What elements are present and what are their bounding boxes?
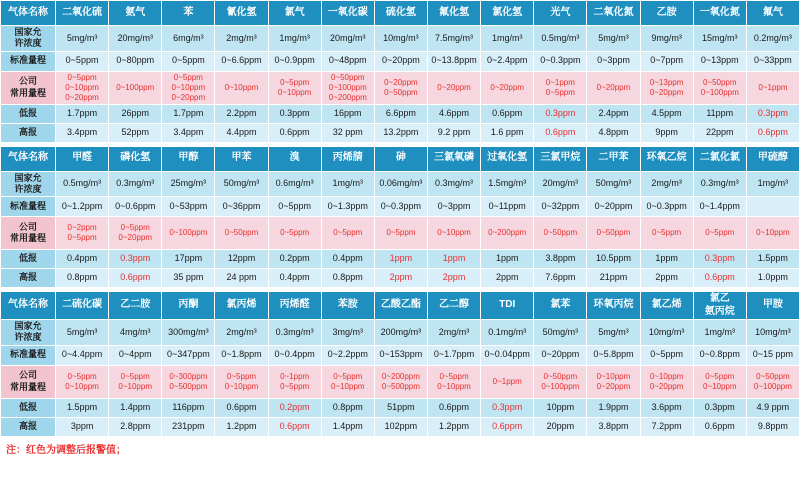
gas-name-cell: 二氯化氯 bbox=[693, 146, 746, 171]
national-limit-cell: 1.5mg/m³ bbox=[481, 171, 534, 197]
table-header-row bbox=[1, 292, 800, 320]
national-limit-cell: 20mg/m³ bbox=[109, 26, 162, 52]
gas-name-cell: 硫化氢 bbox=[374, 1, 427, 26]
standard-range-cell: 0~5ppm bbox=[640, 345, 693, 365]
standard-range-cell: 0~20ppm bbox=[534, 345, 587, 365]
company-range-cell: 0~20ppm 0~50ppm bbox=[374, 71, 427, 104]
standard-range-cell: 0~36ppm bbox=[215, 197, 268, 217]
national-limit-cell: 200mg/m³ bbox=[374, 320, 427, 346]
low-alarm-cell: 10ppm bbox=[534, 398, 587, 417]
high-alarm-cell: 13.2ppm bbox=[374, 123, 427, 142]
standard-range-cell: 0~48ppm bbox=[321, 51, 374, 71]
low-alarm-cell: 0.3ppm bbox=[534, 104, 587, 123]
national-limit-cell: 0.3mg/m³ bbox=[693, 171, 746, 197]
national-limit-cell: 2mg/m³ bbox=[215, 320, 268, 346]
high-alarm-cell: 0.6ppm bbox=[268, 417, 321, 436]
row-label-high-alarm: 高报 bbox=[1, 269, 56, 288]
high-alarm-cell: 7.2ppm bbox=[640, 417, 693, 436]
high-alarm-cell: 0.8ppm bbox=[56, 269, 109, 288]
national-limit-cell: 1mg/m³ bbox=[321, 171, 374, 197]
company-range-cell: 0~1ppm 0~5ppm bbox=[534, 71, 587, 104]
gas-name-cell: 过氧化氢 bbox=[481, 146, 534, 171]
company-range-cell: 0~50ppm 0~100ppm 0~200ppm bbox=[321, 71, 374, 104]
national-limit-cell: 10mg/m³ bbox=[640, 320, 693, 346]
high-alarm-cell: 20ppm bbox=[534, 417, 587, 436]
company-range-cell: 0~50ppm 0~100ppm bbox=[693, 71, 746, 104]
low-alarm-cell: 0.2ppm bbox=[268, 398, 321, 417]
national-limit-cell: 1mg/m³ bbox=[268, 26, 321, 52]
company-range-cell: 0~1ppm bbox=[746, 71, 799, 104]
high-alarm-cell: 0.6ppm bbox=[268, 123, 321, 142]
gas-name-cell: 光气 bbox=[534, 1, 587, 26]
national-limit-cell: 0.3mg/m³ bbox=[427, 171, 480, 197]
standard-range-cell: 0~80ppm bbox=[109, 51, 162, 71]
national-limit-cell: 25mg/m³ bbox=[162, 171, 215, 197]
national-limit-cell: 0.2mg/m³ bbox=[746, 26, 799, 52]
low-alarm-cell: 2.4ppm bbox=[587, 104, 640, 123]
company-range-cell: 0~2ppm 0~5ppm bbox=[56, 217, 109, 250]
low-alarm-cell: 6.6ppm bbox=[374, 104, 427, 123]
row-label-low-alarm: 低报 bbox=[1, 398, 56, 417]
gas-name-cell: 氟化氢 bbox=[427, 1, 480, 26]
national-limit-cell: 0.06mg/m³ bbox=[374, 171, 427, 197]
company-range-cell: 0~100ppm bbox=[109, 71, 162, 104]
company-range-cell: 0~200ppm bbox=[481, 217, 534, 250]
high-alarm-cell: 1.6 ppm bbox=[481, 123, 534, 142]
high-alarm-cell: 35 ppm bbox=[162, 269, 215, 288]
national-limit-cell: 50mg/m³ bbox=[587, 171, 640, 197]
row-label-national-limit: 国家允 许浓度 bbox=[1, 26, 56, 52]
national-limit-cell: 2mg/m³ bbox=[640, 171, 693, 197]
national-limit-cell: 10mg/m³ bbox=[746, 320, 799, 346]
table-header-row bbox=[1, 146, 800, 171]
low-alarm-cell: 26ppm bbox=[109, 104, 162, 123]
high-alarm-cell: 2ppm bbox=[374, 269, 427, 288]
standard-range-cell: 0~0.3ppm bbox=[534, 51, 587, 71]
high-alarm-cell: 0.6ppm bbox=[746, 123, 799, 142]
high-alarm-cell: 0.6ppm bbox=[693, 269, 746, 288]
company-range-cell: 0~20ppm bbox=[481, 71, 534, 104]
high-alarm-cell: 32 ppm bbox=[321, 123, 374, 142]
standard-range-cell: 0~0.4ppm bbox=[268, 345, 321, 365]
gas-name-cell: 砷 bbox=[374, 146, 427, 171]
standard-range-cell: 0~347ppm bbox=[162, 345, 215, 365]
national-limit-cell: 0.3mg/m³ bbox=[109, 171, 162, 197]
gas-name-cell: 丙烯醛 bbox=[268, 292, 321, 320]
national-limit-cell: 5mg/m³ bbox=[587, 26, 640, 52]
gas-name-cell: 氯乙 氨丙烷 bbox=[693, 292, 746, 320]
low-alarm-cell: 2.2ppm bbox=[215, 104, 268, 123]
company-range-cell: 0~5ppm 0~10ppm 0~20ppm bbox=[56, 71, 109, 104]
standard-range-cell: 0~20ppm bbox=[374, 51, 427, 71]
gas-name-cell: 环氧乙烷 bbox=[640, 146, 693, 171]
gas-name-cell: 乙二胺 bbox=[109, 292, 162, 320]
row-label-low-alarm: 低报 bbox=[1, 250, 56, 269]
national-limit-cell: 50mg/m³ bbox=[215, 171, 268, 197]
low-alarm-cell: 1.7ppm bbox=[162, 104, 215, 123]
national-limit-row bbox=[1, 171, 800, 197]
low-alarm-cell: 0.8ppm bbox=[321, 398, 374, 417]
company-range-cell: 0~5ppm bbox=[374, 217, 427, 250]
national-limit-row bbox=[1, 320, 800, 346]
high-alarm-cell: 1.2ppm bbox=[427, 417, 480, 436]
standard-range-cell: 0~4ppm bbox=[109, 345, 162, 365]
gas-name-cell: 溴 bbox=[268, 146, 321, 171]
low-alarm-row bbox=[1, 104, 800, 123]
low-alarm-cell: 0.6ppm bbox=[215, 398, 268, 417]
low-alarm-cell: 1.7ppm bbox=[56, 104, 109, 123]
national-limit-cell: 7.5mg/m³ bbox=[427, 26, 480, 52]
gas-name-cell: 氰化氢 bbox=[215, 1, 268, 26]
standard-range-cell: 0~153ppm bbox=[374, 345, 427, 365]
row-label-standard-range: 标准量程 bbox=[1, 197, 56, 217]
company-range-cell: 0~5ppm bbox=[321, 217, 374, 250]
row-label-gas-name: 气体名称 bbox=[1, 292, 56, 320]
standard-range-cell bbox=[746, 197, 799, 217]
high-alarm-cell: 22ppm bbox=[693, 123, 746, 142]
low-alarm-cell: 51ppm bbox=[374, 398, 427, 417]
high-alarm-row bbox=[1, 269, 800, 288]
national-limit-cell: 1mg/m³ bbox=[693, 320, 746, 346]
row-label-company-range: 公司 常用量程 bbox=[1, 365, 56, 398]
low-alarm-cell: 1.5ppm bbox=[56, 398, 109, 417]
low-alarm-cell: 116ppm bbox=[162, 398, 215, 417]
standard-range-cell: 0~5ppm bbox=[268, 197, 321, 217]
high-alarm-row bbox=[1, 123, 800, 142]
high-alarm-cell: 0.4ppm bbox=[268, 269, 321, 288]
national-limit-cell: 15mg/m³ bbox=[693, 26, 746, 52]
company-range-cell: 0~5ppm 0~10ppm bbox=[109, 365, 162, 398]
standard-range-cell: 0~3ppm bbox=[427, 197, 480, 217]
high-alarm-cell: 1.2ppm bbox=[215, 417, 268, 436]
national-limit-cell: 0.5mg/m³ bbox=[56, 171, 109, 197]
high-alarm-cell: 0.6ppm bbox=[481, 417, 534, 436]
national-limit-cell: 6mg/m³ bbox=[162, 26, 215, 52]
gas-name-cell: 一氧化氮 bbox=[693, 1, 746, 26]
high-alarm-cell: 231ppm bbox=[162, 417, 215, 436]
national-limit-cell: 9mg/m³ bbox=[640, 26, 693, 52]
low-alarm-cell: 1ppm bbox=[481, 250, 534, 269]
standard-range-cell: 0~5.8ppm bbox=[587, 345, 640, 365]
company-range-cell: 0~5ppm 0~10ppm 0~20ppm bbox=[162, 71, 215, 104]
standard-range-cell: 0~7ppm bbox=[640, 51, 693, 71]
company-range-cell: 0~300ppm 0~500ppm bbox=[162, 365, 215, 398]
standard-range-row bbox=[1, 197, 800, 217]
gas-name-cell: 甲胺 bbox=[746, 292, 799, 320]
low-alarm-cell: 16ppm bbox=[321, 104, 374, 123]
low-alarm-cell: 10.5ppm bbox=[587, 250, 640, 269]
gas-name-cell: 二氧化硫 bbox=[56, 1, 109, 26]
low-alarm-cell: 0.6ppm bbox=[427, 398, 480, 417]
company-range-cell: 0~1ppm bbox=[481, 365, 534, 398]
standard-range-cell: 0~5ppm bbox=[56, 51, 109, 71]
national-limit-cell: 0.5mg/m³ bbox=[534, 26, 587, 52]
standard-range-cell: 0~15 ppm bbox=[746, 345, 799, 365]
company-range-cell: 0~5ppm 0~10ppm bbox=[321, 365, 374, 398]
company-range-cell: 0~5ppm 0~10ppm bbox=[268, 71, 321, 104]
standard-range-cell: 0~6.6ppm bbox=[215, 51, 268, 71]
standard-range-cell: 0~53ppm bbox=[162, 197, 215, 217]
high-alarm-cell: 9.8ppm bbox=[746, 417, 799, 436]
gas-name-cell: 氯气 bbox=[268, 1, 321, 26]
low-alarm-cell: 4.6ppm bbox=[427, 104, 480, 123]
low-alarm-cell: 0.3ppm bbox=[481, 398, 534, 417]
high-alarm-cell: 102ppm bbox=[374, 417, 427, 436]
company-range-row bbox=[1, 217, 800, 250]
low-alarm-cell: 1.4ppm bbox=[109, 398, 162, 417]
national-limit-cell: 10mg/m³ bbox=[374, 26, 427, 52]
gas-name-cell: 氯乙烯 bbox=[640, 292, 693, 320]
row-label-company-range: 公司 常用量程 bbox=[1, 71, 56, 104]
low-alarm-cell: 0.3ppm bbox=[268, 104, 321, 123]
standard-range-cell: 0~1.8ppm bbox=[215, 345, 268, 365]
high-alarm-cell: 3ppm bbox=[56, 417, 109, 436]
gas-name-cell: 氟气 bbox=[746, 1, 799, 26]
row-label-standard-range: 标准量程 bbox=[1, 345, 56, 365]
standard-range-cell: 0~33ppm bbox=[746, 51, 799, 71]
standard-range-cell: 0~1.2ppm bbox=[56, 197, 109, 217]
gas-name-cell: 丙酮 bbox=[162, 292, 215, 320]
high-alarm-cell: 4.4ppm bbox=[215, 123, 268, 142]
standard-range-cell: 0~3ppm bbox=[587, 51, 640, 71]
gas-name-cell: 乙胺 bbox=[640, 1, 693, 26]
national-limit-cell: 5mg/m³ bbox=[56, 320, 109, 346]
national-limit-cell: 300mg/m³ bbox=[162, 320, 215, 346]
low-alarm-cell: 0.4ppm bbox=[321, 250, 374, 269]
standard-range-cell: 0~0.04ppm bbox=[481, 345, 534, 365]
low-alarm-cell: 4.5ppm bbox=[640, 104, 693, 123]
gas-name-cell: 甲醇 bbox=[162, 146, 215, 171]
standard-range-cell: 0~2.2ppm bbox=[321, 345, 374, 365]
high-alarm-cell: 2ppm bbox=[481, 269, 534, 288]
company-range-cell: 0~50ppm 0~100ppm bbox=[534, 365, 587, 398]
gas-name-cell: 磷化氢 bbox=[109, 146, 162, 171]
gas-name-cell: TDI bbox=[481, 292, 534, 320]
company-range-cell: 0~5ppm 0~10ppm bbox=[56, 365, 109, 398]
company-range-cell: 0~50ppm bbox=[587, 217, 640, 250]
gas-name-cell: 氯丙烯 bbox=[215, 292, 268, 320]
standard-range-cell: 0~13.8ppm bbox=[427, 51, 480, 71]
gas-name-cell: 甲苯 bbox=[215, 146, 268, 171]
high-alarm-cell: 24 ppm bbox=[215, 269, 268, 288]
low-alarm-row bbox=[1, 250, 800, 269]
company-range-cell: 0~5ppm 0~10ppm bbox=[215, 365, 268, 398]
high-alarm-cell: 0.6ppm bbox=[693, 417, 746, 436]
gas-name-cell: 二甲苯 bbox=[587, 146, 640, 171]
high-alarm-cell: 4.8ppm bbox=[587, 123, 640, 142]
low-alarm-cell: 3.6ppm bbox=[640, 398, 693, 417]
gas-name-cell: 氯化氢 bbox=[481, 1, 534, 26]
standard-range-row bbox=[1, 345, 800, 365]
low-alarm-cell: 17ppm bbox=[162, 250, 215, 269]
high-alarm-row bbox=[1, 417, 800, 436]
footnote bbox=[0, 437, 800, 456]
company-range-cell: 0~50ppm 0~100ppm bbox=[746, 365, 799, 398]
high-alarm-cell: 9.2 ppm bbox=[427, 123, 480, 142]
gas-name-cell: 氯苯 bbox=[534, 292, 587, 320]
company-range-cell: 0~10ppm 0~20ppm bbox=[587, 365, 640, 398]
high-alarm-cell: 2ppm bbox=[427, 269, 480, 288]
low-alarm-cell: 0.4ppm bbox=[56, 250, 109, 269]
low-alarm-cell: 0.3ppm bbox=[746, 104, 799, 123]
national-limit-cell: 0.3mg/m³ bbox=[268, 320, 321, 346]
high-alarm-cell: 1.0ppm bbox=[746, 269, 799, 288]
standard-range-cell: 0~32ppm bbox=[534, 197, 587, 217]
high-alarm-cell: 0.6ppm bbox=[109, 269, 162, 288]
national-limit-cell: 1mg/m³ bbox=[746, 171, 799, 197]
national-limit-cell: 20mg/m³ bbox=[534, 171, 587, 197]
low-alarm-cell: 11ppm bbox=[693, 104, 746, 123]
low-alarm-cell: 1ppm bbox=[640, 250, 693, 269]
standard-range-cell: 0~20ppm bbox=[587, 197, 640, 217]
standard-range-cell: 0~0.3ppm bbox=[640, 197, 693, 217]
low-alarm-cell: 0.3ppm bbox=[109, 250, 162, 269]
high-alarm-cell: 0.6ppm bbox=[534, 123, 587, 142]
company-range-cell: 0~13ppm 0~20ppm bbox=[640, 71, 693, 104]
standard-range-cell: 0~5ppm bbox=[162, 51, 215, 71]
national-limit-cell: 20mg/m³ bbox=[321, 26, 374, 52]
company-range-cell: 0~5ppm 0~10ppm bbox=[427, 365, 480, 398]
gas-name-cell: 二氧化氮 bbox=[587, 1, 640, 26]
national-limit-cell: 0.6mg/m³ bbox=[268, 171, 321, 197]
high-alarm-cell: 2.8ppm bbox=[109, 417, 162, 436]
low-alarm-cell: 1ppm bbox=[374, 250, 427, 269]
high-alarm-cell: 3.4ppm bbox=[56, 123, 109, 142]
national-limit-cell: 0.1mg/m³ bbox=[481, 320, 534, 346]
low-alarm-cell: 4.9 ppm bbox=[746, 398, 799, 417]
national-limit-cell: 2mg/m³ bbox=[427, 320, 480, 346]
low-alarm-cell: 1ppm bbox=[427, 250, 480, 269]
row-label-low-alarm: 低报 bbox=[1, 104, 56, 123]
high-alarm-cell: 9ppm bbox=[640, 123, 693, 142]
high-alarm-cell: 1.4ppm bbox=[321, 417, 374, 436]
national-limit-cell: 4mg/m³ bbox=[109, 320, 162, 346]
standard-range-cell: 0~13ppm bbox=[693, 51, 746, 71]
gas-name-cell: 甲醛 bbox=[56, 146, 109, 171]
low-alarm-row bbox=[1, 398, 800, 417]
national-limit-cell: 1mg/m³ bbox=[481, 26, 534, 52]
company-range-row bbox=[1, 71, 800, 104]
standard-range-row bbox=[1, 51, 800, 71]
national-limit-cell: 2mg/m³ bbox=[215, 26, 268, 52]
standard-range-cell: 0~0.8ppm bbox=[693, 345, 746, 365]
row-label-gas-name: 气体名称 bbox=[1, 146, 56, 171]
company-range-cell: 0~5ppm 0~20ppm bbox=[109, 217, 162, 250]
row-label-high-alarm: 高报 bbox=[1, 123, 56, 142]
standard-range-cell: 0~0.9ppm bbox=[268, 51, 321, 71]
national-limit-cell: 50mg/m³ bbox=[534, 320, 587, 346]
company-range-cell: 0~50ppm bbox=[215, 217, 268, 250]
high-alarm-cell: 0.8ppm bbox=[321, 269, 374, 288]
company-range-cell: 0~10ppm bbox=[215, 71, 268, 104]
footnote-text: 注：红色为调整后报警值； bbox=[6, 444, 126, 456]
low-alarm-cell: 1.5ppm bbox=[746, 250, 799, 269]
company-range-cell: 0~20ppm bbox=[427, 71, 480, 104]
gas-name-cell: 环氧丙烷 bbox=[587, 292, 640, 320]
company-range-cell: 0~1ppm 0~5ppm bbox=[268, 365, 321, 398]
gas-name-cell: 丙烯腈 bbox=[321, 146, 374, 171]
high-alarm-cell: 21ppm bbox=[587, 269, 640, 288]
high-alarm-cell: 3.8ppm bbox=[587, 417, 640, 436]
company-range-cell: 0~5ppm 0~10ppm bbox=[693, 365, 746, 398]
gas-name-cell: 氨气 bbox=[109, 1, 162, 26]
company-range-cell: 0~20ppm bbox=[587, 71, 640, 104]
low-alarm-cell: 1.9ppm bbox=[587, 398, 640, 417]
high-alarm-cell: 7.6ppm bbox=[534, 269, 587, 288]
high-alarm-cell: 52ppm bbox=[109, 123, 162, 142]
national-limit-cell: 3mg/m³ bbox=[321, 320, 374, 346]
company-range-cell: 0~5ppm bbox=[640, 217, 693, 250]
high-alarm-cell: 3.4ppm bbox=[162, 123, 215, 142]
standard-range-cell: 0~1.4ppm bbox=[693, 197, 746, 217]
row-label-gas-name: 气体名称 bbox=[1, 1, 56, 26]
low-alarm-cell: 0.2ppm bbox=[268, 250, 321, 269]
company-range-cell: 0~5ppm bbox=[693, 217, 746, 250]
gas-name-cell: 乙二醇 bbox=[427, 292, 480, 320]
standard-range-cell: 0~4.4ppm bbox=[56, 345, 109, 365]
low-alarm-cell: 12ppm bbox=[215, 250, 268, 269]
national-limit-cell: 5mg/m³ bbox=[587, 320, 640, 346]
high-alarm-cell: 2ppm bbox=[640, 269, 693, 288]
row-label-standard-range: 标准量程 bbox=[1, 51, 56, 71]
row-label-high-alarm: 高报 bbox=[1, 417, 56, 436]
low-alarm-cell: 0.6ppm bbox=[481, 104, 534, 123]
standard-range-cell: 0~0.6ppm bbox=[109, 197, 162, 217]
company-range-cell: 0~10ppm 0~20ppm bbox=[640, 365, 693, 398]
company-range-cell: 0~10ppm bbox=[746, 217, 799, 250]
gas-name-cell: 苯 bbox=[162, 1, 215, 26]
row-label-company-range: 公司 常用量程 bbox=[1, 217, 56, 250]
company-range-cell: 0~50ppm bbox=[534, 217, 587, 250]
national-limit-row bbox=[1, 26, 800, 52]
row-label-national-limit: 国家允 许浓度 bbox=[1, 320, 56, 346]
table-header-row bbox=[1, 1, 800, 26]
standard-range-cell: 0~1.3ppm bbox=[321, 197, 374, 217]
gas-name-cell: 甲硫醇 bbox=[746, 146, 799, 171]
gas-name-cell: 二硫化碳 bbox=[56, 292, 109, 320]
low-alarm-cell: 3.8ppm bbox=[534, 250, 587, 269]
company-range-cell: 0~100ppm bbox=[162, 217, 215, 250]
gas-name-cell: 苯胺 bbox=[321, 292, 374, 320]
standard-range-cell: 0~0.3ppm bbox=[374, 197, 427, 217]
low-alarm-cell: 0.3ppm bbox=[693, 250, 746, 269]
company-range-row bbox=[1, 365, 800, 398]
row-label-national-limit: 国家允 许浓度 bbox=[1, 171, 56, 197]
company-range-cell: 0~5ppm bbox=[268, 217, 321, 250]
gas-name-cell: 三氯甲烷 bbox=[534, 146, 587, 171]
gas-name-cell: 乙酸乙酯 bbox=[374, 292, 427, 320]
company-range-cell: 0~200ppm 0~500ppm bbox=[374, 365, 427, 398]
gas-name-cell: 一氧化碳 bbox=[321, 1, 374, 26]
standard-range-cell: 0~11ppm bbox=[481, 197, 534, 217]
gas-name-cell: 三氯氧磷 bbox=[427, 146, 480, 171]
company-range-cell: 0~10ppm bbox=[427, 217, 480, 250]
low-alarm-cell: 0.3ppm bbox=[693, 398, 746, 417]
national-limit-cell: 5mg/m³ bbox=[56, 26, 109, 52]
standard-range-cell: 0~2.4ppm bbox=[481, 51, 534, 71]
standard-range-cell: 0~1.7ppm bbox=[427, 345, 480, 365]
